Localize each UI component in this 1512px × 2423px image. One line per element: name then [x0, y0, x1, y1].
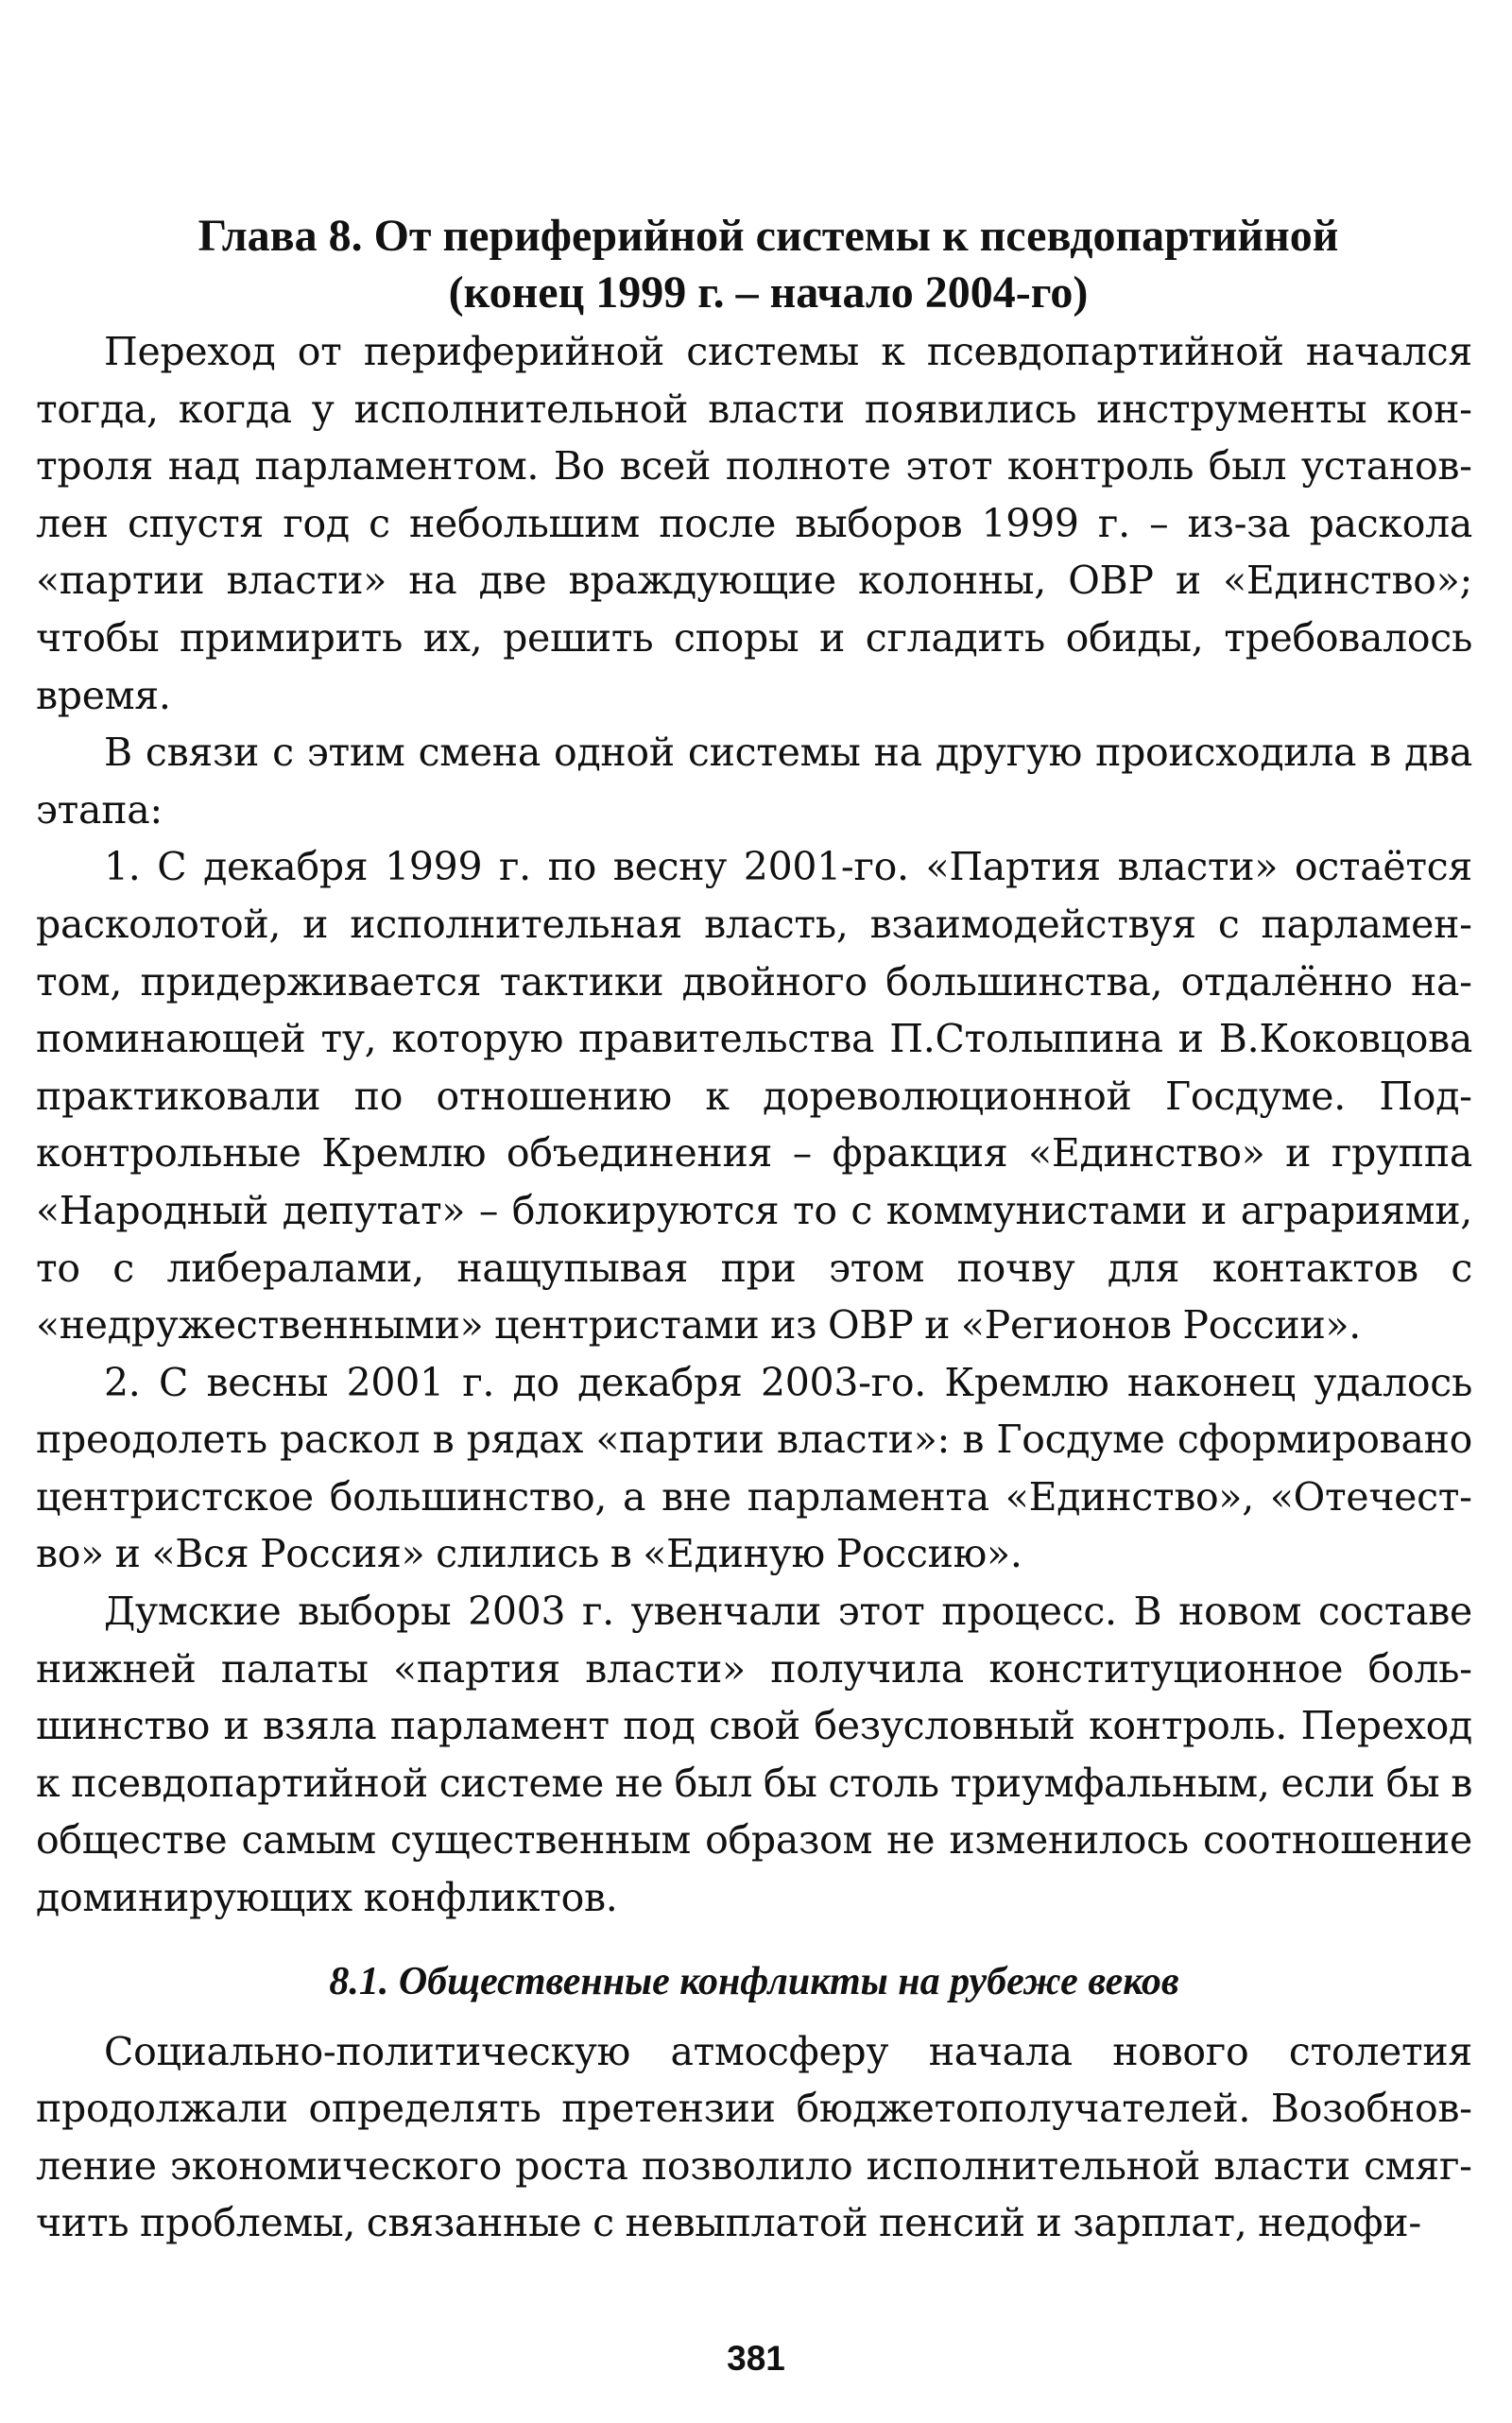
chapter-title-line-1: Глава 8. От периферийной системы к псевдопартийной [198, 211, 1339, 261]
paragraph-stage-1: 1. С декабря 1999 г. по весну 2001-го. «Партия власти» остаётся расколотой, и исполнительная власть, взаимодействуя с парламентом, придерживается тактики двойного большинства, отдалённо напоминающей ту, которую правительства П.Столыпина и В.Коковцова практиковали по отношению к дореволюционной Госдуме. Подконтрольные Кремлю объединения – фракция «Единство» и группа «Народный депутат» – блокируются то с коммунистами и аграриями, то с либералами, нащупывая при этом почву для контактов с «недружественными» центристами из ОВР и «Регионов России». [36, 844, 1472, 1349]
paragraph-section-intro: Социально-политическую атмосферу начала нового столетия продолжали определять претензии бюджетополучателей. Возобновление экономического роста позволило исполнительной власти смягчить проблемы, связанные с невыплатой пенсий и зарплат, недофи- [36, 2028, 1472, 2246]
paragraph-stage-2: 2. С весны 2001 г. до декабря 2003-го. Кремлю наконец удалось преодолеть раскол в рядах «партии власти»: в Госдуме сформировано центристское большинство, а вне парламента «Единство», «Отечество» и «Вся Россия» слились в «Единую Россию». [36, 1359, 1472, 1577]
chapter-title [36, 208, 1472, 321]
paragraph-elections-2003: Думские выборы 2003 г. увенчали этот процесс. В новом составе нижней палаты «партия власти» получила конституционное большинство и взяла парламент под свой безусловный контроль. Переход к псевдопартийной системе не был бы столь триумфальным, если бы в обществе самым существенным образом не изменилось соотношение доминирующих конфликтов. [36, 1589, 1472, 1921]
page-number: 381 [727, 2339, 785, 2378]
chapter-title-line-2: (конец 1999 г. – начало 2004-го) [448, 267, 1089, 318]
paragraph-stages: В связи с этим смена одной системы на другую происходила в два этапа: [36, 730, 1472, 833]
section-title: 8.1. Общественные конфликты на рубеже веков [329, 1959, 1179, 2003]
page-content [36, 208, 1472, 2252]
paragraph-intro: Переход от периферийной системы к псевдопартийной начался тогда, когда у исполнительной власти появились инструменты контроля над парламентом. Во всей полноте этот контроль был установлен спустя год с небольшим после выборов 1999 г. – из-за раскола «партии власти» на две враждующие колонны, ОВР и «Единство»; чтобы примирить их, решить споры и сгладить обиды, требовалось время. [36, 329, 1472, 718]
